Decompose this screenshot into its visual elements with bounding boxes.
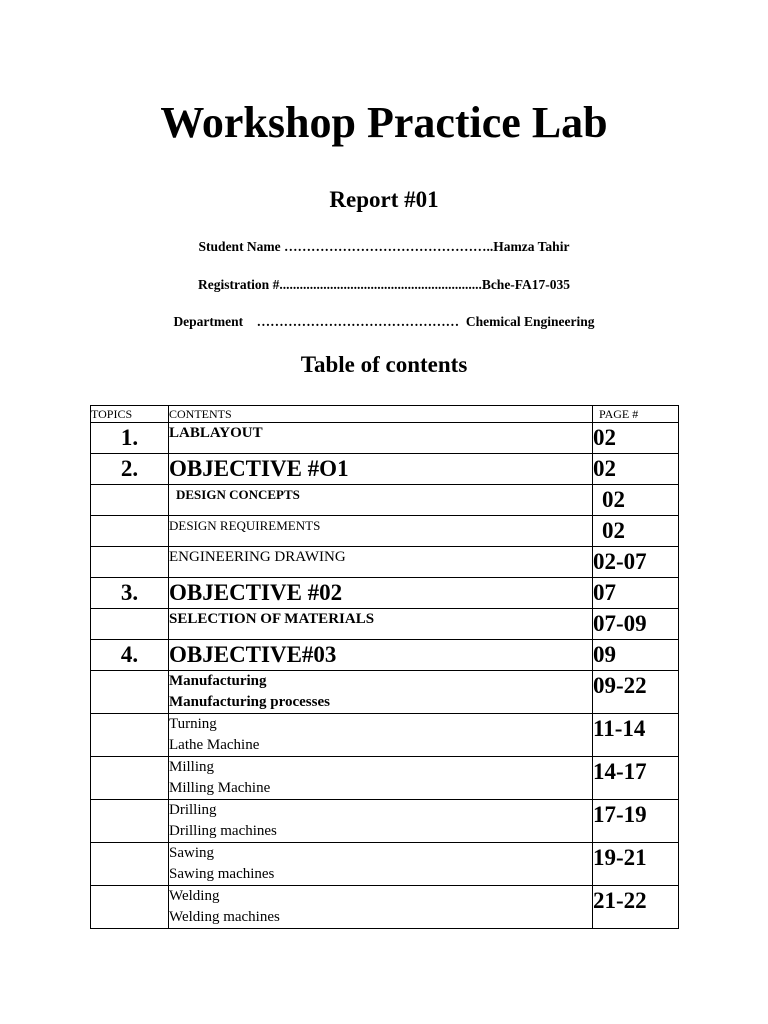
table-row — [91, 423, 679, 454]
content-title: DESIGN REQUIREMENTS — [169, 518, 321, 533]
content-subtitle: Drilling machines — [169, 823, 277, 839]
topic-number — [91, 547, 169, 578]
topic-number: 2. — [91, 454, 169, 485]
content-title: OBJECTIVE #O1 — [169, 456, 349, 481]
page-number: 02 — [593, 485, 679, 516]
content-subtitle: Sawing machines — [169, 866, 275, 882]
page-number: 09-22 — [593, 671, 679, 714]
topic-number — [91, 800, 169, 843]
topic-number: 1. — [91, 423, 169, 454]
page-number: 02 — [593, 516, 679, 547]
table-row — [91, 714, 679, 757]
table-row — [91, 671, 679, 714]
table-of-contents — [90, 405, 679, 929]
page-number: 09 — [593, 640, 679, 671]
header-topics: TOPICS — [91, 406, 169, 423]
table-row — [91, 757, 679, 800]
content-title: Milling — [169, 759, 215, 775]
topic-number — [91, 516, 169, 547]
page-number: 11-14 — [593, 714, 679, 757]
page-number: 14-17 — [593, 757, 679, 800]
content-title: OBJECTIVE#03 — [169, 642, 337, 667]
page-number: 19-21 — [593, 843, 679, 886]
student-name-line: Student Name ………………………………………..Hamza Tahir — [198, 239, 570, 254]
content-title: Turning — [169, 716, 217, 732]
topic-number — [91, 485, 169, 516]
table-row — [91, 485, 679, 516]
page-number: 07 — [593, 578, 679, 609]
table-row — [91, 578, 679, 609]
topic-number — [91, 843, 169, 886]
page-number: 07-09 — [593, 609, 679, 640]
content-title: OBJECTIVE #02 — [169, 580, 343, 605]
content-subtitle: Manufacturing processes — [169, 694, 330, 710]
table-row — [91, 886, 679, 929]
content-title: Manufacturing — [169, 673, 267, 689]
page-number: 17-19 — [593, 800, 679, 843]
content-title: SELECTION OF MATERIALS — [169, 611, 375, 627]
topic-number — [91, 609, 169, 640]
header-page: PAGE # — [593, 406, 679, 423]
content-title: Sawing — [169, 845, 214, 861]
table-row — [91, 640, 679, 671]
page-number: 21-22 — [593, 886, 679, 929]
content-title: LABLAYOUT — [169, 425, 263, 441]
content-subtitle: Milling Machine — [169, 780, 271, 796]
page-number: 02 — [593, 454, 679, 485]
toc-heading: Table of contents — [300, 352, 468, 377]
header-contents: CONTENTS — [169, 406, 593, 423]
content-title: ENGINEERING DRAWING — [169, 549, 346, 565]
topic-number — [91, 671, 169, 714]
page-number: 02-07 — [593, 547, 679, 578]
toc-header-row — [91, 406, 679, 423]
table-row — [91, 843, 679, 886]
table-row — [91, 516, 679, 547]
report-number: Report #01 — [329, 187, 439, 212]
topic-number — [91, 757, 169, 800]
content-title: Drilling — [169, 802, 217, 818]
topic-number — [91, 714, 169, 757]
content-subtitle: Welding machines — [169, 909, 280, 925]
table-row — [91, 609, 679, 640]
page-number: 02 — [593, 423, 679, 454]
table-row — [91, 547, 679, 578]
registration-line: Registration #............................................................Bche-FA17-035 — [197, 277, 571, 292]
content-title: DESIGN CONCEPTS — [176, 487, 300, 502]
topic-number: 3. — [91, 578, 169, 609]
topic-number: 4. — [91, 640, 169, 671]
department-line: Department ……………………………………… Chemical Engineering — [173, 314, 595, 329]
table-row — [91, 454, 679, 485]
content-subtitle: Lathe Machine — [169, 737, 260, 753]
table-row — [91, 800, 679, 843]
content-title: Welding — [169, 888, 220, 904]
document-title: Workshop Practice Lab — [160, 98, 608, 147]
topic-number — [91, 886, 169, 929]
